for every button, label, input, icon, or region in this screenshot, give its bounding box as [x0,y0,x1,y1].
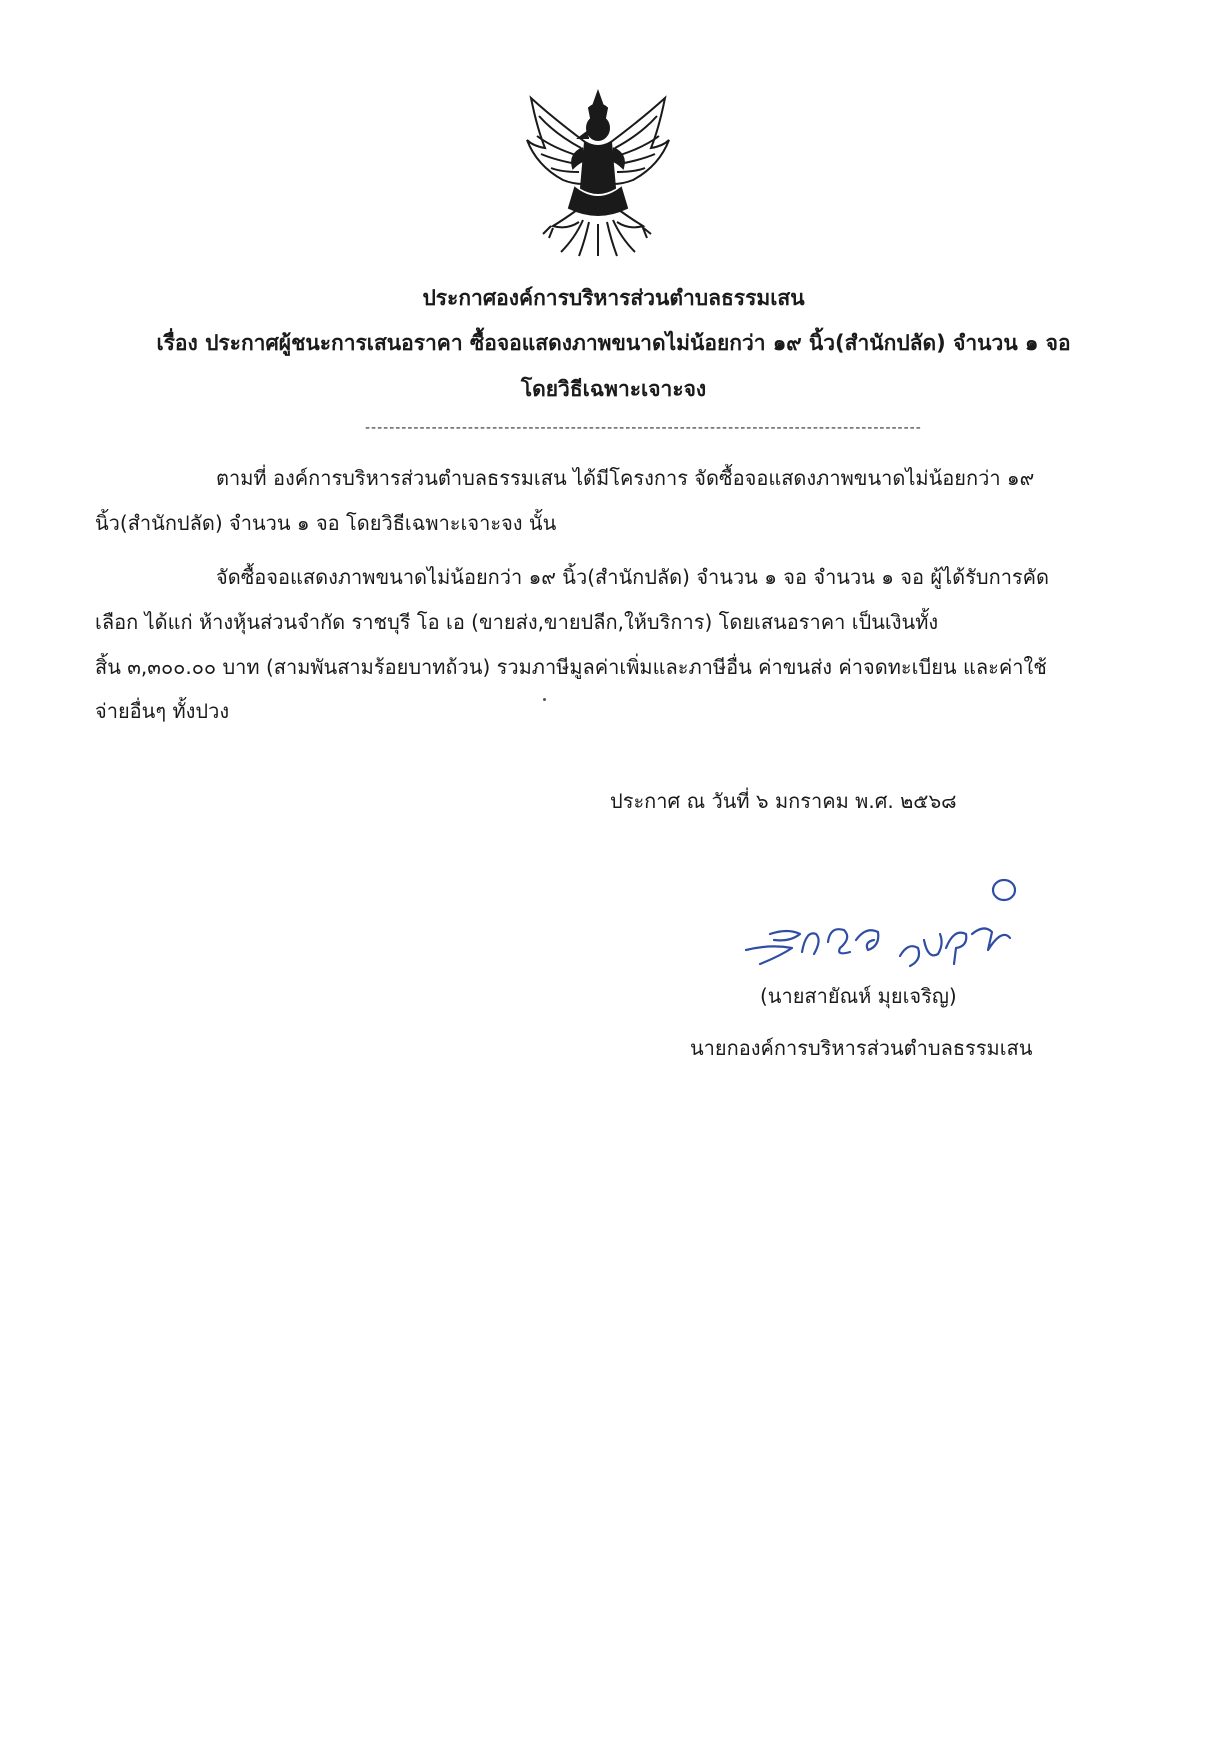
paragraph-2-line-2: เลือก ได้แก่ ห้างหุ้นส่วนจำกัด ราชบุรี โอ เอ (ขายส่ง,ขายปลีก,ให้บริการ) โดยเสนอราคา เป็นเงินทั้ง [95,610,939,634]
procurement-method: โดยวิธีเฉพาะเจาะจง [520,377,707,401]
garuda-emblem-icon [523,88,673,258]
announcement-date: ประกาศ ณ วันที่ ๖ มกราคม พ.ศ. ๒๕๖๘ [610,789,957,813]
announcement-title: ประกาศองค์การบริหารส่วนตำบลธรรมเสน [422,286,805,310]
paragraph-2-line-3: สิ้น ๓,๓๐๐.๐๐ บาท (สามพันสามร้อยบาทถ้วน) รวมภาษีมูลค่าเพิ่มและภาษีอื่น ค่าขนส่ง ค่าจดทะเบียน และค่าใช้ [95,655,1047,679]
signer-title: นายกองค์การบริหารส่วนตำบลธรรมเสน [690,1036,1033,1060]
paragraph-1-line-2: นิ้ว(สำนักปลัด) จำนวน ๑ จอ โดยวิธีเฉพาะเจาะจง นั้น [95,511,557,535]
signer-name: (นายสายัณห์ มุยเจริญ) [760,984,957,1008]
announcement-subject: เรื่อง ประกาศผู้ชนะการเสนอราคา ซื้อจอแสดงภาพขนาดไม่น้อยกว่า ๑๙ นิ้ว(สำนักปลัด) จำนวน ๑ จอ [156,331,1071,355]
scan-speck [543,698,546,701]
divider-line: -------------------------------------------------------------------------------------------- [365,420,922,436]
handwritten-signature [740,868,1050,973]
paragraph-2-line-4: จ่ายอื่นๆ ทั้งปวง [95,699,230,723]
paragraph-1-line-1: ตามที่ องค์การบริหารส่วนตำบลธรรมเสน ได้มีโครงการ จัดซื้อจอแสดงภาพขนาดไม่น้อยกว่า ๑๙ [216,466,1035,490]
paragraph-2-line-1: จัดซื้อจอแสดงภาพขนาดไม่น้อยกว่า ๑๙ นิ้ว(สำนักปลัด) จำนวน ๑ จอ จำนวน ๑ จอ ผู้ได้รับการคัด [216,565,1050,589]
